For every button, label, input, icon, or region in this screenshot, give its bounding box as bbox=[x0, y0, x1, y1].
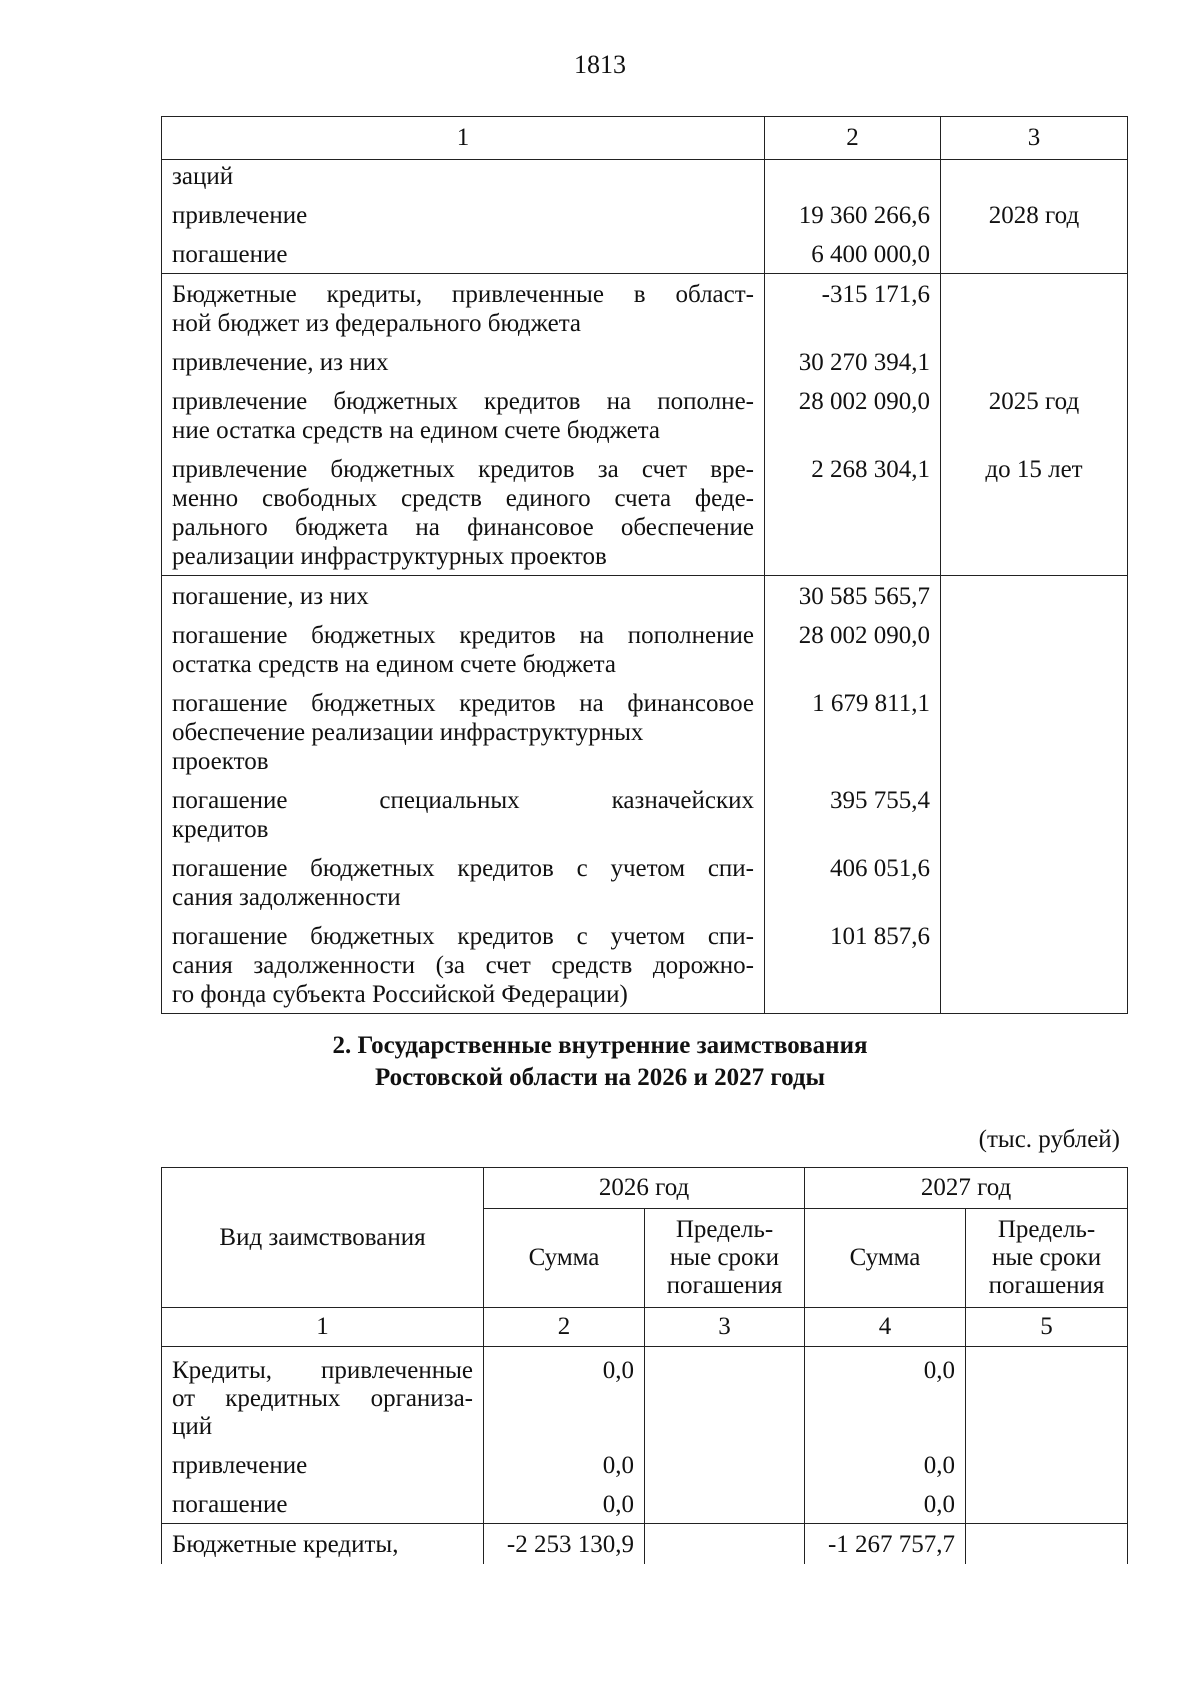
row-value: 30 270 394,1 bbox=[798, 349, 930, 376]
header-term-line: Предель- bbox=[675, 1216, 774, 1243]
section-title-line: Ростовской области на 2026 и 2027 годы bbox=[374, 1064, 826, 1091]
row-value: 28 002 090,0 bbox=[798, 388, 930, 415]
row-value: -1 267 757,7 bbox=[827, 1531, 956, 1558]
row-label: погашение bbox=[172, 241, 288, 268]
header-term-line: ные сроки bbox=[991, 1244, 1102, 1271]
header-term-line: ные сроки bbox=[669, 1244, 780, 1271]
row-label: привлечение bbox=[172, 1452, 308, 1479]
row-label: погашение бюджетных кредитов с учетом спи- bbox=[172, 855, 754, 882]
row-label: Бюджетные кредиты, bbox=[172, 1531, 399, 1558]
row-label: привлечение, из них bbox=[172, 349, 389, 376]
row-value: -315 171,6 bbox=[821, 281, 930, 308]
table-row bbox=[162, 160, 1128, 274]
table-row bbox=[162, 274, 1128, 576]
header-year-2026: 2026 год bbox=[484, 1168, 805, 1209]
row-label: кредитов bbox=[172, 816, 269, 843]
column-number: 1 bbox=[162, 117, 765, 160]
row-label: рального бюджета на финансовое обеспечение bbox=[172, 514, 754, 541]
row-label: от кредитных организа- bbox=[172, 1385, 473, 1412]
table-row bbox=[162, 576, 1128, 1014]
row-label: ной бюджет из федерального бюджета bbox=[172, 310, 582, 337]
row-label: погашение бюджетных кредитов на пополнение bbox=[172, 622, 754, 649]
table-row bbox=[162, 1524, 1128, 1565]
row-value: 0,0 bbox=[602, 1491, 634, 1518]
table-row bbox=[162, 1347, 1128, 1524]
row-label: погашение бюджетных кредитов с учетом спи- bbox=[172, 923, 754, 950]
header-term-line: погашения bbox=[988, 1272, 1105, 1299]
row-value bbox=[771, 162, 930, 191]
row-label: сания задолженности bbox=[172, 884, 401, 911]
row-value: 30 585 565,7 bbox=[798, 583, 930, 610]
row-value: 2 268 304,1 bbox=[811, 456, 930, 483]
unit-label: (тыс. рублей) bbox=[978, 1126, 1120, 1153]
column-number: 5 bbox=[966, 1308, 1128, 1347]
header-sum: Сумма bbox=[484, 1209, 645, 1308]
row-value: 6 400 000,0 bbox=[811, 241, 930, 268]
row-value: 0,0 bbox=[602, 1357, 634, 1384]
row-label: погашение, из них bbox=[172, 583, 369, 610]
header-term-line: Предель- bbox=[997, 1216, 1096, 1243]
row-label: привлечение bbox=[172, 202, 308, 229]
row-value: 0,0 bbox=[923, 1452, 956, 1479]
header-borrowing-type: Вид заимствования bbox=[162, 1168, 484, 1308]
column-number: 3 bbox=[941, 117, 1128, 160]
row-value: 406 051,6 bbox=[830, 855, 930, 882]
repayment-term: 2028 год bbox=[988, 202, 1080, 229]
row-value: 0,0 bbox=[602, 1452, 634, 1479]
row-label: привлечение бюджетных кредитов на пополне- bbox=[172, 388, 754, 415]
header-year-2027: 2027 год bbox=[805, 1168, 1128, 1209]
page-number: 1813 bbox=[574, 50, 626, 79]
section-title bbox=[0, 1030, 1200, 1094]
column-number: 3 bbox=[645, 1308, 805, 1347]
row-label: остатка средств на едином счете бюджета bbox=[172, 651, 616, 678]
row-label: проектов bbox=[172, 748, 269, 775]
borrowing-table-continuation bbox=[161, 116, 1128, 1014]
row-label: ций bbox=[172, 1413, 213, 1440]
row-label: ние остатка средств на едином счете бюджета bbox=[172, 417, 661, 444]
row-label: менно свободных средств единого счета феде- bbox=[172, 485, 754, 512]
row-value: 0,0 bbox=[923, 1357, 956, 1384]
repayment-term: до 15 лет bbox=[985, 456, 1083, 483]
row-value: 28 002 090,0 bbox=[798, 622, 930, 649]
row-value: 101 857,6 bbox=[830, 923, 930, 950]
column-number: 1 bbox=[162, 1308, 484, 1347]
row-label: реализации инфраструктурных проектов bbox=[172, 543, 607, 570]
header-sum: Сумма bbox=[805, 1209, 966, 1308]
row-label: привлечение бюджетных кредитов за счет вре- bbox=[172, 456, 754, 483]
column-number: 2 bbox=[484, 1308, 645, 1347]
column-number-row bbox=[162, 1308, 1128, 1347]
row-label: погашение бюджетных кредитов на финансовое bbox=[172, 690, 754, 717]
row-label: сания задолженности (за счет средств дорожно- bbox=[172, 952, 754, 979]
row-label: погашение специальных казначейских bbox=[172, 787, 754, 814]
row-value: 0,0 bbox=[923, 1491, 956, 1518]
repayment-term: 2025 год bbox=[988, 388, 1080, 415]
borrowing-table-2026-2027 bbox=[161, 1167, 1128, 1564]
row-value: 395 755,4 bbox=[830, 787, 930, 814]
section-title-line: 2. Государственные внутренние заимствования bbox=[332, 1032, 868, 1059]
row-label: го фонда субъекта Российской Федерации) bbox=[172, 981, 628, 1008]
row-label: обеспечение реализации инфраструктурных bbox=[172, 719, 644, 746]
row-label: заций bbox=[172, 163, 234, 190]
row-value: 1 679 811,1 bbox=[812, 690, 930, 717]
column-number: 4 bbox=[805, 1308, 966, 1347]
row-value: 19 360 266,6 bbox=[798, 202, 930, 229]
header-term-line: погашения bbox=[666, 1272, 783, 1299]
column-number: 2 bbox=[765, 117, 941, 160]
header-repayment-term bbox=[966, 1209, 1128, 1308]
row-label: Кредиты, привлеченные bbox=[172, 1357, 473, 1384]
header-row bbox=[162, 1168, 1128, 1209]
row-label: погашение bbox=[172, 1491, 288, 1518]
column-number-row bbox=[162, 117, 1128, 160]
header-repayment-term bbox=[645, 1209, 805, 1308]
row-label: Бюджетные кредиты, привлеченные в област- bbox=[172, 281, 754, 308]
row-value: -2 253 130,9 bbox=[506, 1531, 634, 1558]
